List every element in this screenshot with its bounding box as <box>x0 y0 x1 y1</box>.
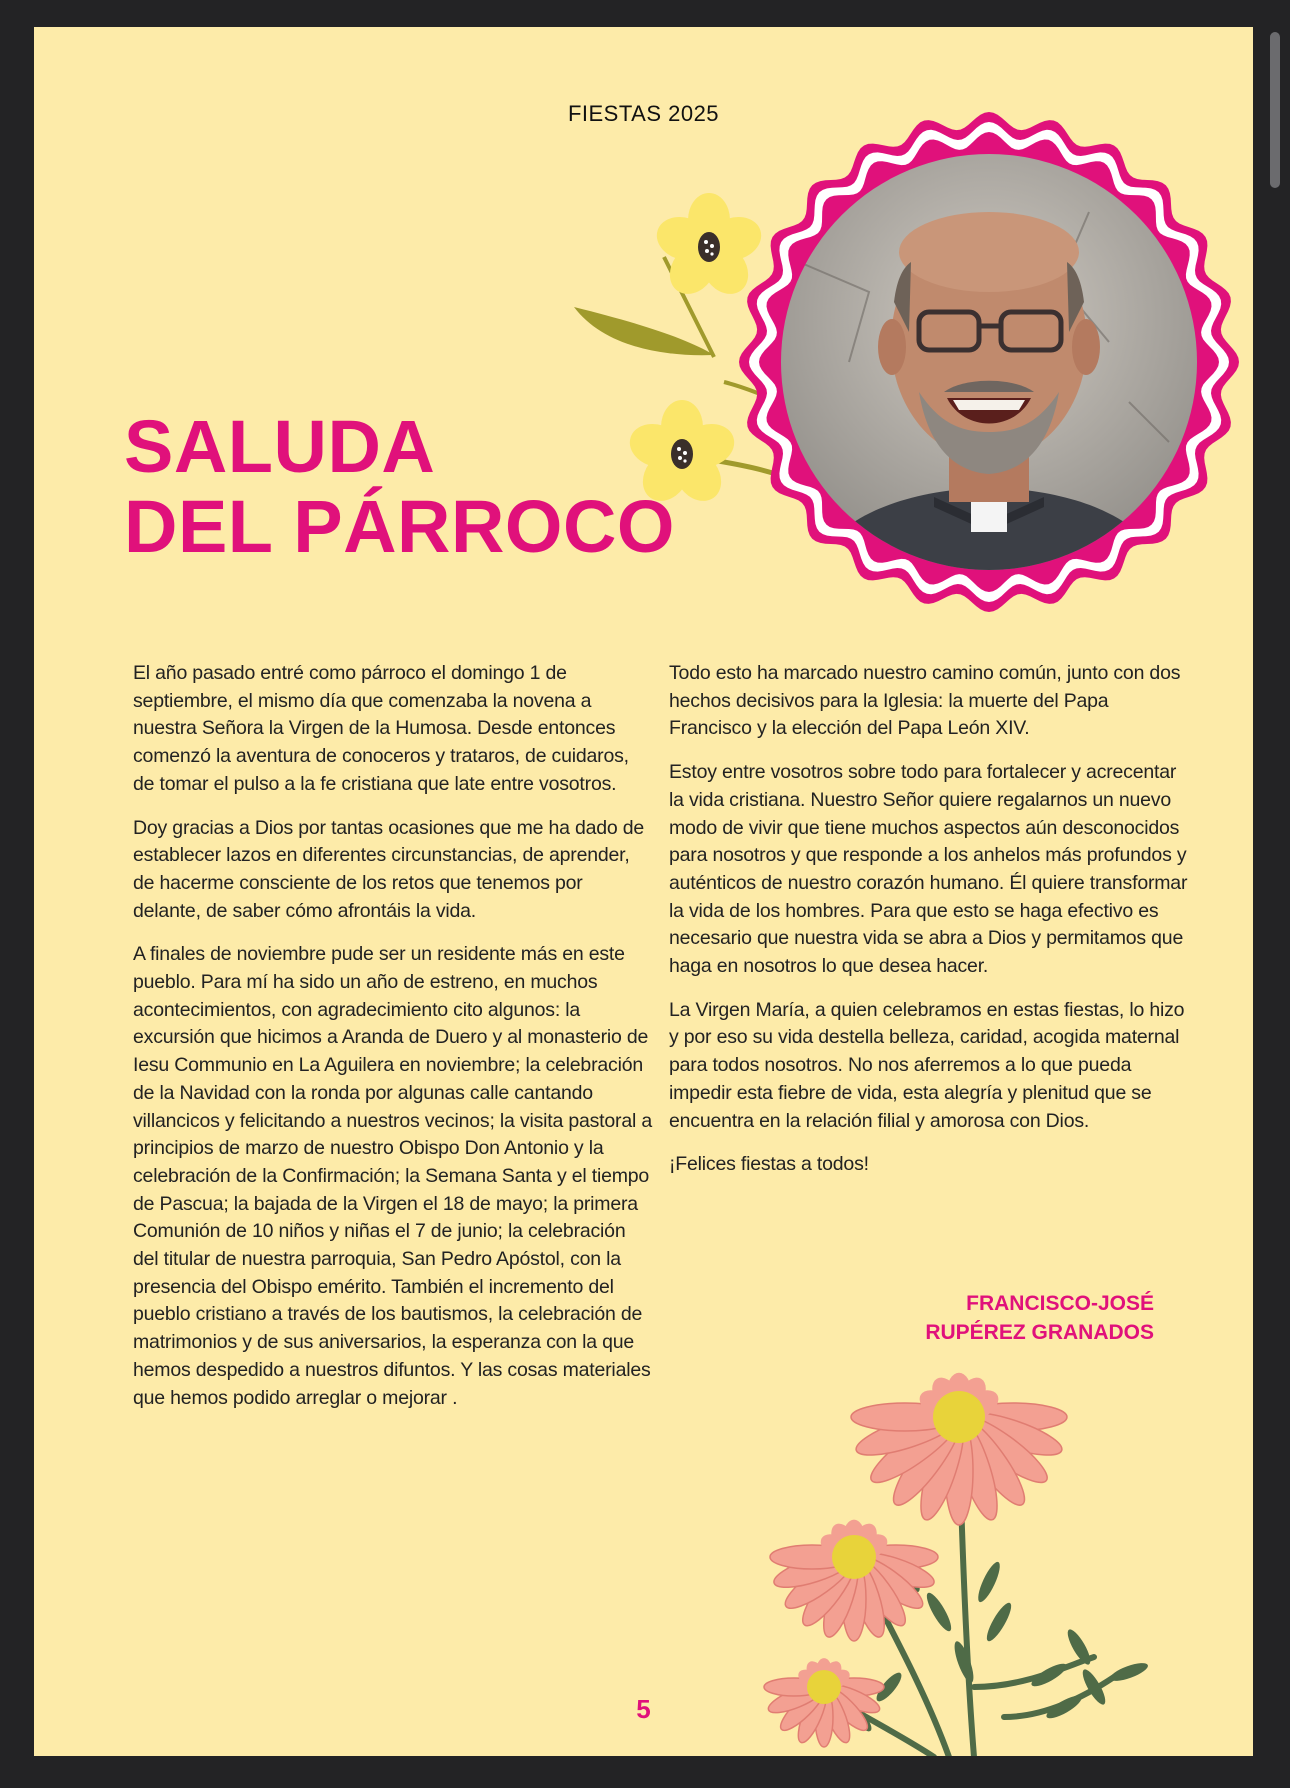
title-line-2: DEL PÁRROCO <box>124 485 675 568</box>
scrollbar[interactable] <box>1270 32 1280 188</box>
title-line-1: SALUDA <box>124 405 436 488</box>
priest-portrait-photo <box>729 102 1249 622</box>
page-title <box>124 407 675 567</box>
paragraph: A finales de noviembre pude ser un residente más en este pueblo. Para mí ha sido un año de estreno, en muchos acontecimientos, con agradecimiento cito algunos: la excursión que hicimos a Aranda de Duero y al monasterio de Iesu Communio en La Aguilera en noviembre; la celebración de la Navidad con la ronda por algunas calle cantando villancicos y felicitando a nuestros vecinos; la visita pastoral a principios de marzo de nuestro Obispo Don Antonio y la celebración de la Confirmación; la Semana Santa y el tiempo de Pascua; la bajada de la Virgen el 18 de mayo; la primera Comunión de 10 niños y niñas el 7 de junio; la celebración del titular de nuestra parroquia, San Pedro Apóstol, con la presencia del Obispo emérito. También el incremento del pueblo cristiano a través de los bautismos, la celebración de matrimonios y de sus aniversarios, la esperanza con la que hemos despedido a nuestros difuntos. Y las cosas materiales que hemos podido arreglar o mejorar . <box>133 943 652 1409</box>
page-header: FIESTAS 2025 <box>567 101 720 126</box>
magazine-page <box>34 27 1253 1756</box>
article-column-left <box>133 660 653 1428</box>
paragraph: Doy gracias a Dios por tantas ocasiones que me ha dado de establecer lazos en diferentes circunstancias, de aprender, de hacerme consciente de los retos que tenemos por delante, de saber cómo afrontáis la vida. <box>133 816 645 922</box>
paragraph: La Virgen María, a quien celebramos en estas fiestas, lo hizo y por eso su vida destella belleza, caridad, acogida maternal para todos nosotros. No nos aferremos a lo que pueda impedir esta fiebre de vida, esta alegría y plenitud que se encuentra en la relación filial y amorosa con Dios. <box>669 998 1185 1132</box>
paragraph: ¡Felices fiestas a todos! <box>669 1153 869 1176</box>
page-number: 5 <box>636 1694 651 1724</box>
article-column-right <box>669 660 1194 1195</box>
paragraph: Estoy entre vosotros sobre todo para fortalecer y acrecentar la vida cristiana. Nuestro Señor quiere regalarnos un nuevo modo de vivir que tiene muchos aspectos aún desconocidos para nosotros y que responde a los anhelos más profundos y auténticos de nuestro corazón humano. Él quiere transformar la vida de los hombres. Para que esto se haga efectivo es necesario que nuestra vida se abra a Dios y permitamos que haga en nosotros lo que desea hacer. <box>669 761 1188 978</box>
author-name-line-1: FRANCISCO-JOSÉ <box>966 1292 1154 1315</box>
author-signature <box>925 1289 1154 1347</box>
paragraph: Todo esto ha marcado nuestro camino común, junto con dos hechos decisivos para la Iglesia: la muerte del Papa Francisco y la elección del Papa León XIV. <box>669 662 1181 740</box>
author-name-line-2: RUPÉREZ GRANADOS <box>925 1321 1154 1344</box>
paragraph: El año pasado entré como párroco el domingo 1 de septiembre, el mismo día que comenzaba la novena a nuestra Señora la Virgen de la Humosa. Desde entonces comenzó la aventura de conoceros y trataros, de cuidaros, de tomar el pulso a la fe cristiana que late entre vosotros. <box>133 662 629 795</box>
